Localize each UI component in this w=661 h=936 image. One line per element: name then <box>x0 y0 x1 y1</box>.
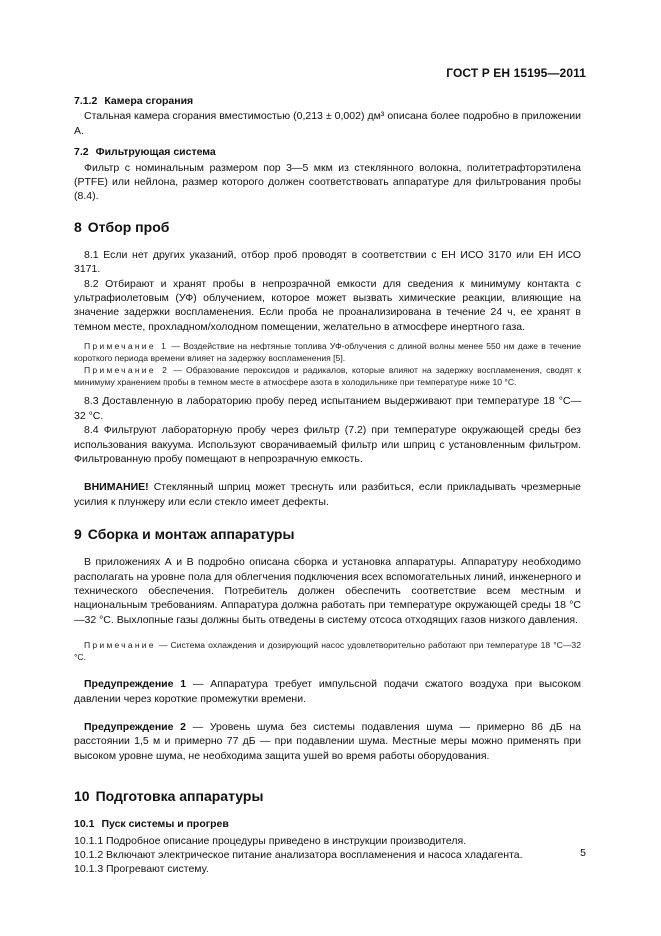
item-number: 10.1.3 <box>74 863 104 876</box>
item-text: Прогревают систему. <box>106 863 209 876</box>
note-label: Примечание <box>84 640 156 651</box>
page-number: 5 <box>580 847 586 859</box>
warning-syringe <box>74 480 581 509</box>
paragraph-8-4: 8.4 Фильтруют лабораторную пробу через фильтр (7.2) при температуре окружающей среды без использования вакуума. Используют сворачиваемый фильтр или шприц с установленным фильтром. Фильтрованную пробу помещают в непрозрачную емкость. <box>74 424 581 465</box>
list-item <box>74 862 581 876</box>
note-1 <box>74 340 581 364</box>
note-9 <box>74 639 581 663</box>
section-heading-8 <box>74 218 581 236</box>
warning-text: — Уровень шума без системы подавления шума — примерно 86 дБ на расстоянии 1,5 м и примерно 77 дБ — при подавлении шума. Местные меры можно применять при высоком уровне шума, не необходима защита ушей во время работы оборудования. <box>74 720 581 762</box>
subsection-number: 7.2 <box>74 146 89 159</box>
warning-text: — Аппаратура требует импульсной подачи сжатого воздуха при высоком давлении через короткие промежутки времени. <box>74 678 582 705</box>
section-number: 10 <box>74 788 90 805</box>
section-title: Сборка и монтаж аппаратуры <box>87 526 295 543</box>
subsection-heading-7-1-2 <box>74 94 581 108</box>
warning-label: Предупреждение 2 <box>84 720 186 733</box>
subsection-number: 10.1 <box>74 818 95 831</box>
subsection-heading-7-2 <box>74 145 581 159</box>
paragraph-combustion-chamber: Стальная камера сгорания вместимостью (0,213 ± 0,002) дм³ описана более подробно в приложении А. <box>74 110 581 137</box>
item-number: 10.1.2 <box>74 849 104 861</box>
paragraph-8-2: 8.2 Отбирают и хранят пробы в непрозрачной емкости для сведения к минимуму контакта с ультрафиолетовым (УФ) облучением, которое может вызвать химические реакции, влияющие на значение задержки воспламенения. Если проба не проанализирована в течение 24 ч, ее хранят в темном месте, прохладном/холодном помещении, желательно в атмосфере инертного газа. <box>74 277 581 333</box>
warning-1 <box>74 677 581 706</box>
list-item <box>74 834 581 848</box>
section-title: Подготовка аппаратуры <box>95 788 264 805</box>
document-code-header: ГОСТ Р ЕН 15195—2011 <box>446 66 586 80</box>
page-content <box>74 94 581 877</box>
note-label: Примечание 2 <box>84 365 170 376</box>
warning-2 <box>74 720 581 763</box>
item-number: 10.1.1 <box>74 834 104 847</box>
paragraph-8-3: 8.3 Доставленную в лабораторию пробу перед испытанием выдерживают при температуре 18 °С—32 °С. <box>74 395 581 422</box>
subsection-title: Камера сгорания <box>104 95 194 107</box>
section-title: Отбор проб <box>87 218 170 235</box>
item-text: Включают электрическое питание анализатора воспламенения и насоса хладагента. <box>106 849 523 861</box>
paragraph-8-1: 8.1 Если нет других указаний, отбор проб проводят в соответствии с ЕН ИСО 3170 или ЕН ИСО 3171. <box>74 248 581 276</box>
note-label: Примечание 1 <box>84 341 169 352</box>
section-number: 8 <box>74 218 82 235</box>
section-heading-9 <box>74 525 581 543</box>
list-item <box>74 848 581 862</box>
subsection-title: Пуск системы и прогрев <box>101 818 229 831</box>
note-text: — Образование пероксидов и радикалов, которые влияют на задержку воспламенения, сводят к минимуму хранением пробы в темном месте в атмосфере азота в холодильнике при температуре ниже 10 °С. <box>74 365 582 388</box>
item-text: Подробное описание процедуры приведено в инструкции производителя. <box>106 834 467 847</box>
note-text: — Система охлаждения и дозирующий насос удовлетворительно работают при температуре 18 °С—32 °С. <box>74 640 581 663</box>
note-2 <box>74 364 581 388</box>
paragraph-filter-system: Фильтр с номинальным размером пор 3—5 мкм из стеклянного волокна, политетрафторэтилена (PTFE) или нейлона, размер которого должен соответствовать аппаратуре для фильтрования пробы (8.4). <box>74 161 581 203</box>
subsection-title: Фильтрующая система <box>95 146 216 159</box>
section-heading-10 <box>74 787 581 805</box>
warning-label: ВНИМАНИЕ! <box>84 481 149 494</box>
note-text: — Воздействие на нефтяные топлива УФ-облучения с длиной волны менее 550 нм даже в течение короткого периода времени влияет на задержку воспламенения [5]. <box>74 341 581 364</box>
section-number: 9 <box>74 526 82 543</box>
paragraph-9-assembly: В приложениях А и В подробно описана сборка и установка аппаратуры. Аппаратуру необходимо располагать на уровне пола для облегчения подключения всех вспомогательных линий, инженерного и технического обеспечения. Потребитель должен обеспечить соответствие всем местным и национальным требованиям. Аппаратура должна работать при температуре окружающей среды 18 °С—32 °С. Выхлопные газы должны быть отведены в систему отсоса отходящих газов низкого давления. <box>74 556 581 626</box>
subsection-number: 7.1.2 <box>74 95 98 107</box>
warning-label: Предупреждение 1 <box>84 678 187 691</box>
subsection-heading-10-1 <box>74 817 581 831</box>
warning-text: Стеклянный шприц может треснуть или разбиться, если прикладывать чрезмерные усилия к плунжеру или если стекло имеет дефекты. <box>74 481 581 508</box>
